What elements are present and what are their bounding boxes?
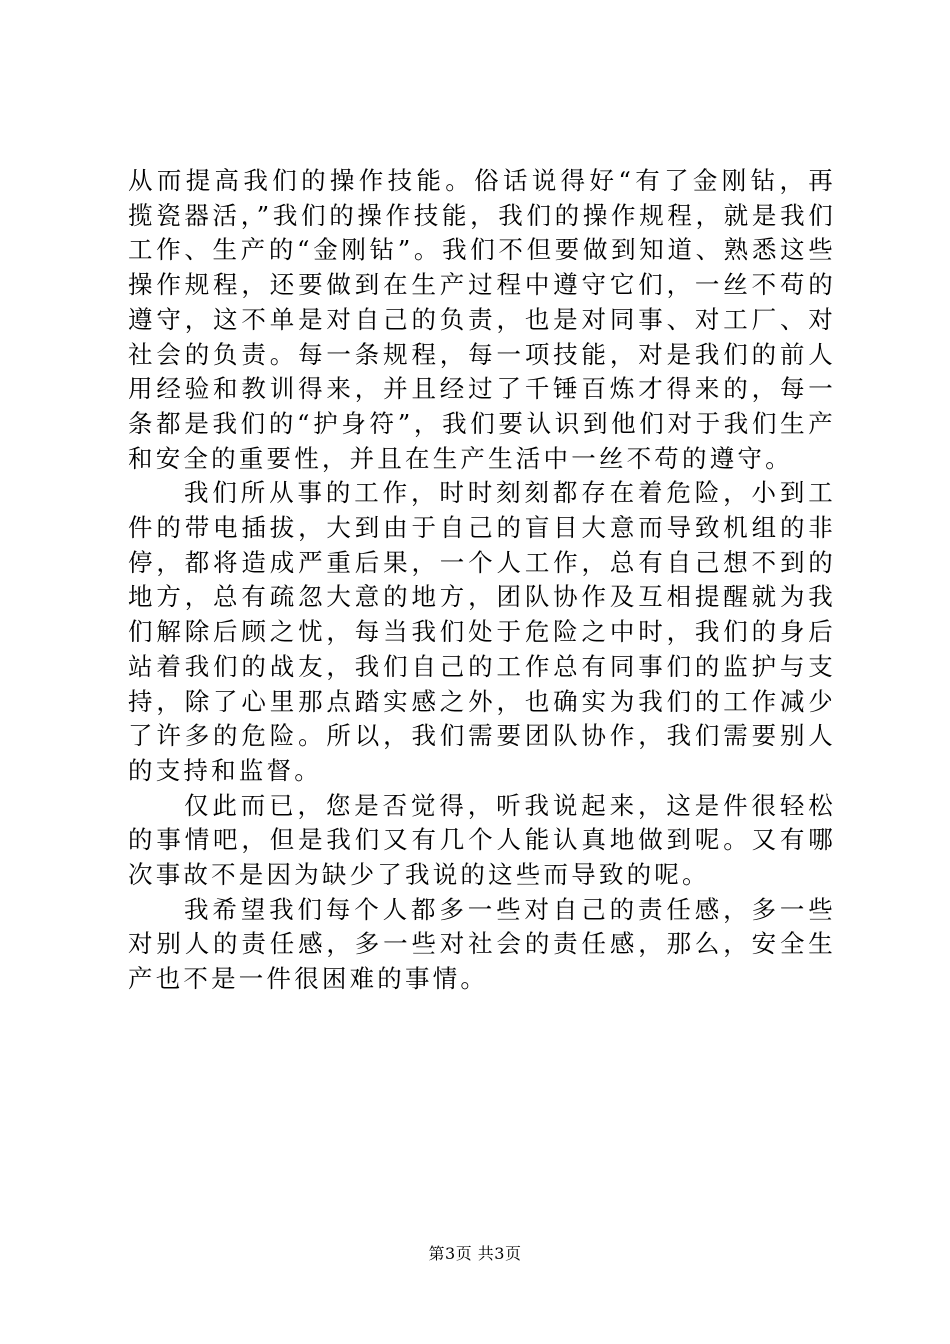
page-footer: 第3页 共3页: [428, 1244, 522, 1263]
document-body: [128, 164, 836, 997]
paragraph-teamwork: 我们所从事的工作，时时刻刻都存在着危险，小到工件的带电插拔，大到由于自己的盲目大意而导致机组的非停，都将造成严重后果，一个人工作，总有自己想不到的地方，总有疏忽大意的地方，团队协作及互相提醒就为我们解除后顾之忧，每当我们处于危险之中时，我们的身后站着我们的战友，我们自己的工作总有同事们的监护与支持，除了心里那点踏实感之外，也确实为我们的工作减少了许多的危险。所以，我们需要团队协作，我们需要别人的支持和监督。: [128, 478, 836, 785]
paragraph-question: 仅此而已，您是否觉得，听我说起来，这是件很轻松的事情吧，但是我们又有几个人能认真地做到呢。又有哪次事故不是因为缺少了我说的这些而导致的呢。: [128, 790, 836, 890]
paragraph-continuation: 从而提高我们的操作技能。俗话说得好“有了金刚钻，再揽瓷器活，”我们的操作技能，我们的操作规程，就是我们工作、生产的“金刚钻”。我们不但要做到知道、熟悉这些操作规程，还要做到在生产过程中遵守它们，一丝不苟的遵守，这不单是对自己的负责，也是对同事、对工厂、对社会的负责。每一条规程，每一项技能，对是我们的前人用经验和教训得来，并且经过了千锤百炼才得来的，每一条都是我们的“护身符”，我们要认识到他们对于我们生产和安全的重要性，并且在生产生活中一丝不苟的遵守。: [128, 166, 836, 473]
paragraph-conclusion: 我希望我们每个人都多一些对自己的责任感，多一些对别人的责任感，多一些对社会的责任感，那么，安全生产也不是一件很困难的事情。: [128, 894, 836, 994]
